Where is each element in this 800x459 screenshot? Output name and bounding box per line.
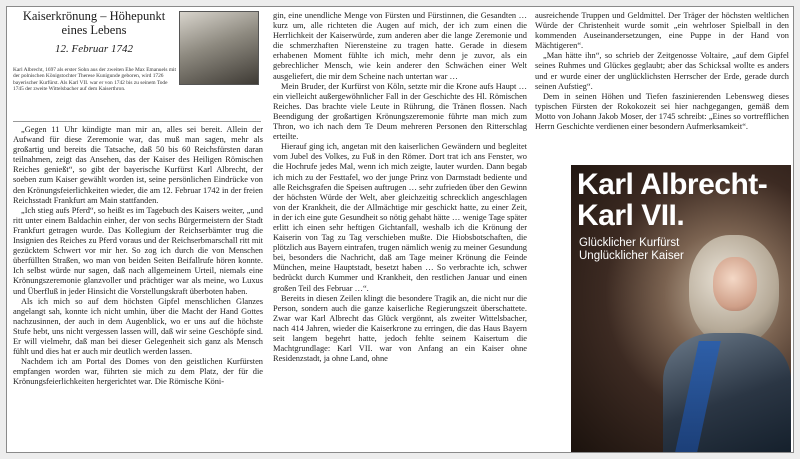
caption-divider: [13, 121, 261, 122]
chapter-title: [13, 9, 175, 37]
paragraph: Nachdem ich am Portal des Domes von den geistlichen Kurfürsten empfangen worden war, führten sie mich zu dem Platz, der für die Krönungsfeierlichkeiten hergerichtet war. Die Römische Köni-: [13, 357, 263, 387]
chapter-title-line2: eines Lebens: [61, 23, 127, 37]
right-page: [269, 7, 793, 452]
chapter-date: 12. Februar 1742: [55, 43, 133, 55]
paragraph: Bereits in diesen Zeilen klingt die besondere Tragik an, die nicht nur die Person, sondern auch die ganze kaiserliche Regierungszeit überschattete. Zwar war Karl Albrecht das Glück vergönnt, als zweiter Wittelsbacher, nach 414 Jahren, wieder die Kaiserkrone zu erringen, die das Haus Bayern seit langem begehrt hatte, jedoch fehlte seinem Kaisertum die Machtgrundlage: Karl VII. war von Anfang an ein Kaiser ohne Residenzstadt, ja ohne Land, ohne: [273, 293, 527, 364]
cover-subtitle-line2: Unglücklicher Kaiser: [579, 250, 684, 262]
paragraph: „Man hätte ihn“, so schrieb der Zeitgenosse Voltaire, „auf dem Gipfel seines Ruhmes und Glückes geglaubt; aber das Schicksal wollte es anders und er wurde einer der unglücklichsten Herrscher der Erde, gerade durch seinen Aufstieg“.: [535, 51, 789, 91]
paragraph: gin, eine unendliche Menge von Fürsten und Fürstinnen, die Gesandten … kurz um, alle richteten die Augen auf mich, der ich zum einen die Herrlichkeit der Kaiserwürde, zum anderen aber die lange Zeremonie und die schmerzhaften Nierensteine zu tragen hatte. Gerade in diesem erhabenen Moment fühlte ich mich, mehr denn je zuvor, als ein gebrechlicher Mensch, wie kein anderer den Schwächen einer Welt ausgeliefert, die mir dem Scheine nach untertan war …: [273, 11, 527, 81]
cover-title-line2: Karl VII.: [577, 199, 685, 232]
chapter-header: [13, 9, 175, 55]
cover-title-line1: Karl Albrecht-: [577, 168, 768, 201]
cover-subtitle-line1: Glücklicher Kurfürst: [579, 237, 680, 249]
book-cover: [571, 165, 791, 452]
left-text-column: [13, 125, 263, 387]
paragraph: Als ich mich so auf dem höchsten Gipfel menschlichen Glanzes angelangt sah, konnte ich nicht umhin, über die Macht der Hand Gottes nachzusinnen, der auch in dem Augenblick, wo er uns auf die höchste Stufe hebt, uns nicht vergessen lassen will, daß wir seine Geschöpfe sind. Er will vielmehr, daß man bei dieser Gelegenheit sich ganz als Mensch fühlt und dies hat er auch mir deutlich werden lassen.: [13, 296, 263, 357]
right-text-column: [535, 11, 789, 132]
middle-text-column: [273, 11, 527, 364]
left-page: [7, 7, 267, 452]
paragraph: Mein Bruder, der Kurfürst von Köln, setzte mir die Krone aufs Haupt … ein vielleicht außergewöhnlicher Fall in der Geschichte des Hl. Römischen Reiches. Das brachte viele Leute in Rührung, die Tränen flossen. Nach Beendigung der großartigen Krönungszeremonie führte man mich zum Thron, wo ich nach dem Te Deum mehreren Personen den Ritterschlag erteilte.: [273, 81, 527, 142]
paragraph: ausreichende Truppen und Geldmittel. Der Träger der höchsten weltlichen Würde der Christenheit wurde somit „ein wehrloser Spielball in den kommenden Auseinandersetzungen, eine Puppe in der Hand von Mächtigeren“.: [535, 11, 789, 51]
cover-subtitle: [579, 237, 739, 263]
portrait-engraving: [179, 11, 259, 85]
paragraph: Hierauf ging ich, angetan mit den kaiserlichen Gewändern und begleitet vom Jubel des Volkes, zu Fuß in den Römer. Dort trat ich ans Fenster, wo die Hochrufe jedes Mal, wenn ich mich zeigte, lauter wurden. Dann begab ich mich zu der Festtafel, wo der junge Prinz von Darmstadt bediente und alle Reichsgrafen die Speisen auftrugen … sehr zufrieden über den Gewinn der höchsten Würde der Welt, aber gleichzeitig schrecklich angeschlagen von der Krankheit, die der Allmächtige mir geschickt hatte, zu einer Zeit, in der ich eine gute Gesundheit so nötig gehabt hätte … wenige Tage später erlitt ich einen sehr heftigen Gichtanfall, weshalb ich die Krönung der Kaiserin von Tag zu Tag verschieben mußte. Die Hiobsbotschaften, die plötzlich aus Bayern eintrafen, trugen nämlich wenig zu meiner Gesundung bei, besonders die Nachricht, daß am Tage meiner Krönung die Feinde München, meine Hauptstadt, besetzt haben … So verbrachte ich, schwer bedrückt durch Kummer und Krankheit, den restlichen Januar und einen großen Teil des Februar …“.: [273, 142, 527, 293]
chapter-title-line1: Kaiserkrönung – Höhepunkt: [22, 9, 166, 23]
cover-title: [577, 169, 787, 231]
portrait-caption: Karl Albrecht, 1697 als erster Sohn aus der zweiten Ehe Max Emanuels mit der polnischen Königstochter Therese Kunigunde geboren, wird 1726 bayerischer Kurfürst. Als Karl VII. war er von 1742 bis zu seinem Tode 1745 der zweite Wittelsbacher auf dem Kaiserthron.: [13, 67, 177, 93]
paragraph: „Ich stieg aufs Pferd“, so heißt es im Tagebuch des Kaisers weiter, „und ritt unter einem Baldachin einher, der von sechs Bürgermeistern der Stadt Frankfurt getragen wurde. Das Kollegium der Reichserbämter trug die Insignien des Reiches zu Pferd voraus und der Reichserbmarschall ritt mit gezücktem Schwert vor mir her. So zog ich durch die von Menschen überfüllten Straßen, wo man von beiden Seiten Beifallrufe hören konnte. Ich selbst würde nur sagen, daß nach allgemeinem Urteil, niemals eine Krönungszeremonie glanzvoller und prächtiger war als meine, wo Luxus und Überfluß in jeder Hinsicht die Vorstellungskraft überboten haben.: [13, 205, 263, 296]
paragraph: Dem in seinen Höhen und Tiefen faszinierenden Lebensweg dieses typischen Fürsten der Rokokozeit sei hier nachgegangen, gemäß dem Motto von Johann Jakob Moser, der 1745 schreibt: „Eines so vortrefflichen Herrn Geschichte verdienen einer besondern Aufmerksamkeit“.: [535, 91, 789, 132]
portrait-face: [713, 257, 757, 311]
paragraph: „Gegen 11 Uhr kündigte man mir an, alles sei bereit. Allein der Aufwand für diese Zeremonie war, das muß man sagen, mehr als großartig und bereits die Tatsache, daß 50 bis 60 Reichsfürsten daran teilnahmen, zeigt das Ansehen, das der Kaiser des Heiligen Römischen Reiches genießt“, so gibt der bayerische Kurfürst Karl Albrecht, der soeben zum Kaiser gewählt worden ist, seine persönlichen Eindrücke von den Krönungsfeierlichkeiten wieder, die am 12. Februar 1742 in der freien Reichsstadt Frankfurt am Main stattfanden.: [13, 125, 263, 205]
book-spread: [6, 6, 794, 453]
